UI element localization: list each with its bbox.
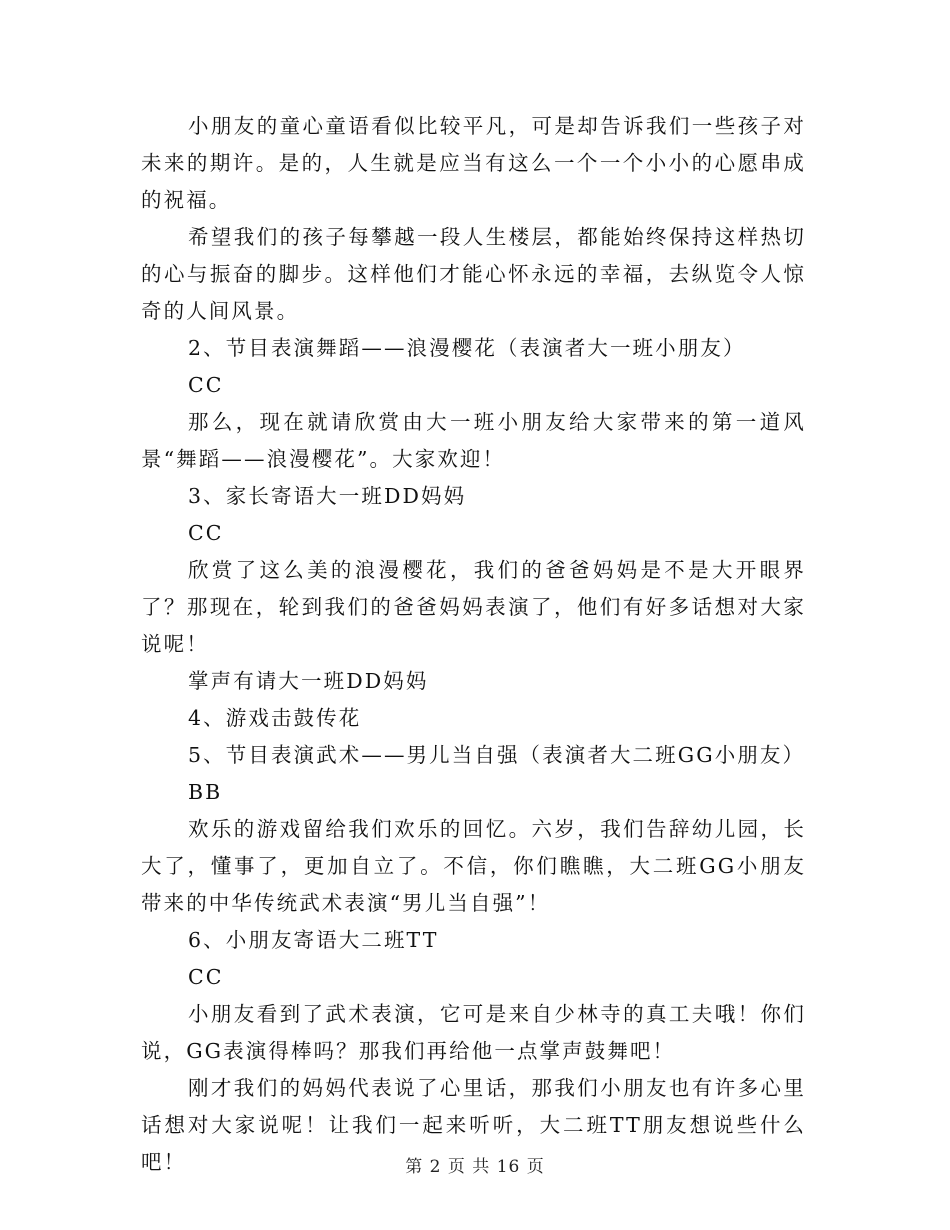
paragraph-2: 希望我们的孩子每攀越一段人生楼层，都能始终保持这样热切的心与振奋的脚步。这样他们才能心怀永远的幸福，去纵览令人惊奇的人间风景。 xyxy=(141,225,806,323)
paragraph-after-martial-arts: 小朋友看到了武术表演，它可是来自少林寺的真工夫哦！你们说，GG表演得棒吗？那我们再给他一点掌声鼓舞吧！ xyxy=(141,1002,806,1063)
page-number: 第 2 页 共 16 页 xyxy=(405,1157,545,1177)
page-footer xyxy=(0,1152,950,1177)
paragraph-intro-parent: 欣赏了这么美的浪漫樱花，我们的爸爸妈妈是不是大开眼界了？那现在，轮到我们的爸爸妈妈表演了，他们有好多话想对大家说呢！ xyxy=(141,558,806,656)
paragraph-intro-child-message: 刚才我们的妈妈代表说了心里话，那我们小朋友也有许多心里话想对大家说呢！让我们一起来听听，大二班TT朋友想说些什么吧！ xyxy=(141,1076,806,1174)
paragraph-1: 小朋友的童心童语看似比较平凡，可是却告诉我们一些孩子对未来的期许。是的，人生就是应当有这么一个一个小小的心愿串成的祝福。 xyxy=(141,114,806,212)
program-item-5: 5、节目表演武术——男儿当自强（表演者大二班GG小朋友） xyxy=(188,743,806,767)
program-item-6: 6、小朋友寄语大二班TT xyxy=(188,928,439,952)
program-item-4: 4、游戏击鼓传花 xyxy=(188,706,362,730)
program-item-2: 2、节目表演舞蹈——浪漫樱花（表演者大一班小朋友） xyxy=(188,336,746,360)
host-label: CC xyxy=(188,373,224,397)
host-label: BB xyxy=(188,780,223,804)
paragraph-applause: 掌声有请大一班DD妈妈 xyxy=(188,669,429,693)
document-body xyxy=(141,108,806,1181)
host-label: CC xyxy=(188,965,224,989)
program-item-3: 3、家长寄语大一班DD妈妈 xyxy=(188,484,467,508)
paragraph-intro-martial-arts: 欢乐的游戏留给我们欢乐的回忆。六岁，我们告辞幼儿园，长大了，懂事了，更加自立了。不信，你们瞧瞧，大二班GG小朋友带来的中华传统武术表演“男儿当自强”！ xyxy=(141,817,806,915)
paragraph-intro-dance: 那么，现在就请欣赏由大一班小朋友给大家带来的第一道风景“舞蹈——浪漫樱花”。大家欢迎！ xyxy=(141,410,806,471)
host-label: CC xyxy=(188,521,224,545)
